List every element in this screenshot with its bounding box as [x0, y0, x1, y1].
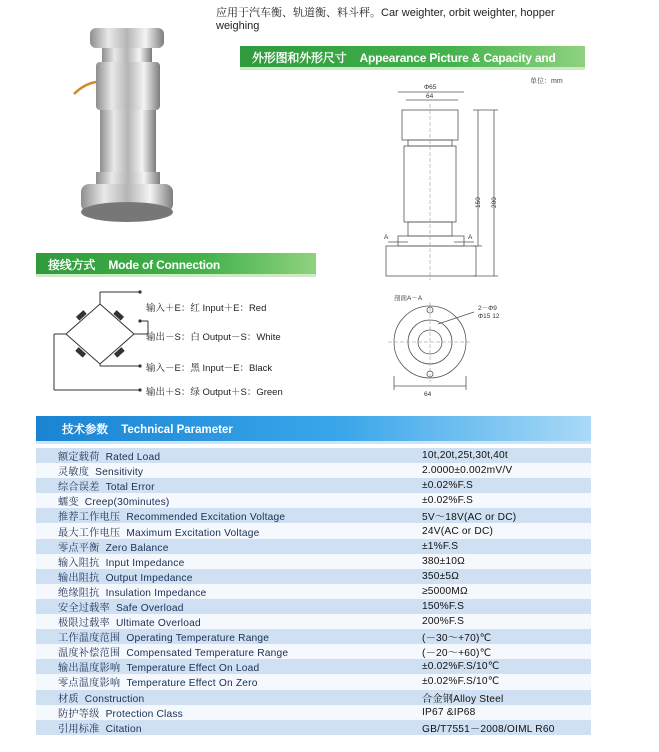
table-row [36, 690, 591, 705]
param-name [36, 493, 422, 508]
section-title: 剖面A－A [394, 295, 423, 302]
param-name [36, 644, 422, 659]
table-row [36, 508, 591, 523]
param-cn: 输入阻抗 [58, 557, 100, 569]
param-name [36, 524, 422, 539]
param-name [36, 659, 422, 674]
param-name [36, 720, 422, 735]
tech-banner-cn: 技术参数 [62, 424, 108, 436]
param-en: Creep(30minutes) [84, 497, 170, 509]
mode-banner [36, 253, 316, 277]
table-row [36, 599, 591, 614]
section-drawing [378, 290, 528, 400]
intro-text: 应用于汽车衡、轨道衡、料斗秤。Car weighter, orbit weighter, hopper weighing [216, 7, 555, 32]
param-name [36, 674, 422, 689]
param-en: Recommended Excitation Voltage [126, 512, 286, 524]
param-cn: 引用标准 [58, 723, 100, 735]
table-row [36, 463, 591, 478]
dim-height-outer: 200 [491, 197, 498, 208]
param-cn: 安全过载率 [58, 602, 110, 614]
param-name [36, 584, 422, 599]
hole-note-1: 2－Φ9 [478, 305, 497, 312]
param-cn: 材质 [58, 693, 79, 705]
unit-label: 单位：mm [530, 78, 563, 85]
table-row [36, 629, 591, 644]
param-name [36, 539, 422, 554]
param-value: ±0.02%F.S/10℃ [422, 661, 500, 673]
table-row [36, 539, 591, 554]
param-cn: 零点温度影响 [58, 678, 121, 690]
mode-banner-en: Mode of Connection [108, 258, 221, 272]
param-en: Operating Temperature Range [126, 633, 270, 645]
table-row [36, 674, 591, 689]
param-value: 10t,20t,25t,30t,40t [422, 450, 508, 462]
param-name [36, 629, 422, 644]
parameter-table [36, 448, 591, 735]
load-cell-photo [72, 22, 182, 234]
wiring-diagram [36, 288, 366, 406]
param-value: ±0.02%F.S [422, 480, 473, 492]
param-en: Citation [105, 723, 142, 735]
param-value: ≥5000MΩ [422, 585, 468, 597]
param-value: 380±10Ω [422, 555, 465, 567]
param-en: Rated Load [105, 452, 161, 464]
param-en: Protection Class [105, 708, 183, 720]
wire-label-output-negative: 输出－S：白 Output－S：White [146, 332, 281, 343]
param-cn: 额定载荷 [58, 452, 100, 464]
param-en: Insulation Impedance [105, 587, 207, 599]
param-name [36, 705, 422, 720]
tech-banner [36, 416, 591, 444]
wire-label-input-negative: 输入－E：黑 Input－E：Black [146, 363, 273, 374]
param-value: 150%F.S [422, 600, 465, 612]
param-cn: 防护等级 [58, 708, 100, 720]
param-en: Sensitivity [95, 467, 144, 479]
table-row [36, 523, 591, 538]
param-name [36, 448, 422, 463]
param-en: Zero Balance [105, 542, 169, 554]
param-value: IP67 &IP68 [422, 706, 476, 718]
param-name [36, 690, 422, 705]
param-value: 5V～18V(AC or DC) [422, 512, 517, 524]
param-value: 24V(AC or DC) [422, 525, 494, 537]
param-cn: 推荐工作电压 [58, 512, 121, 524]
table-row [36, 448, 591, 463]
param-value: ±0.02%F.S [422, 495, 473, 507]
section-mark-left: A [384, 234, 389, 241]
param-en: Construction [84, 693, 145, 705]
param-name [36, 508, 422, 523]
param-name [36, 614, 422, 629]
param-cn: 温度补偿范围 [58, 648, 121, 660]
param-value: 合金钢Alloy Steel [422, 693, 504, 705]
table-row [36, 584, 591, 599]
param-en: Safe Overload [115, 602, 184, 614]
wire-label-input-positive: 输入＋E：红 Input＋E：Red [146, 303, 267, 314]
table-row [36, 614, 591, 629]
dim-height-inner: 150 [475, 197, 482, 208]
param-value: 200%F.S [422, 616, 465, 628]
param-value: ±0.02%F.S/10℃ [422, 676, 500, 688]
param-cn: 工作温度范围 [58, 633, 121, 645]
dim-top-inner: 64 [426, 93, 434, 100]
param-cn: 最大工作电压 [58, 527, 121, 539]
table-row [36, 554, 591, 569]
param-en: Output Impedance [105, 572, 193, 584]
param-en: Ultimate Overload [115, 618, 201, 630]
param-value: 2.0000±0.002mV/V [422, 465, 513, 477]
param-cn: 绝缘阻抗 [58, 587, 100, 599]
param-value: 350±5Ω [422, 570, 460, 582]
hole-note-2: Φ15 12 [478, 313, 500, 320]
appearance-banner-cn: 外形图和外形尺寸 [252, 51, 347, 65]
param-en: Maximum Excitation Voltage [126, 527, 260, 539]
param-name [36, 599, 422, 614]
param-cn: 灵敏度 [58, 467, 90, 479]
param-name [36, 478, 422, 493]
table-row [36, 493, 591, 508]
param-value: ±1%F.S [422, 540, 459, 552]
dimension-drawing [378, 80, 518, 290]
param-cn: 极限过载率 [58, 618, 110, 630]
param-value: (－30～+70)℃ [422, 633, 492, 645]
dim-top-outer: Φ65 [424, 84, 437, 91]
mode-banner-cn: 接线方式 [48, 258, 96, 272]
dim-bottom: 64 [424, 391, 432, 398]
table-row [36, 705, 591, 720]
wire-label-output-positive: 输出＋S：绿 Output＋S：Green [146, 387, 283, 398]
param-name [36, 569, 422, 584]
param-cn: 蠕变 [58, 497, 79, 509]
section-mark-right: A [468, 234, 473, 241]
appearance-banner-en: Appearance Picture & Capacity and Size [252, 51, 556, 89]
param-value: GB/T7551－2008/OIML R60 [422, 723, 555, 735]
table-row [36, 478, 591, 493]
param-cn: 综合误差 [58, 482, 100, 494]
param-en: Temperature Effect On Zero [126, 678, 258, 690]
tech-banner-en: Technical Parameter [121, 424, 233, 436]
param-cn: 零点平衡 [58, 542, 100, 554]
param-cn: 输出温度影响 [58, 663, 121, 675]
param-name [36, 463, 422, 478]
param-en: Total Error [105, 482, 155, 494]
table-row [36, 720, 591, 735]
table-row [36, 659, 591, 674]
table-row [36, 644, 591, 659]
param-name [36, 554, 422, 569]
param-cn: 输出阻抗 [58, 572, 100, 584]
param-en: Temperature Effect On Load [126, 663, 260, 675]
param-en: Compensated Temperature Range [126, 648, 289, 660]
table-row [36, 569, 591, 584]
param-value: (－20～+60)℃ [422, 648, 492, 660]
param-en: Input Impedance [105, 557, 185, 569]
